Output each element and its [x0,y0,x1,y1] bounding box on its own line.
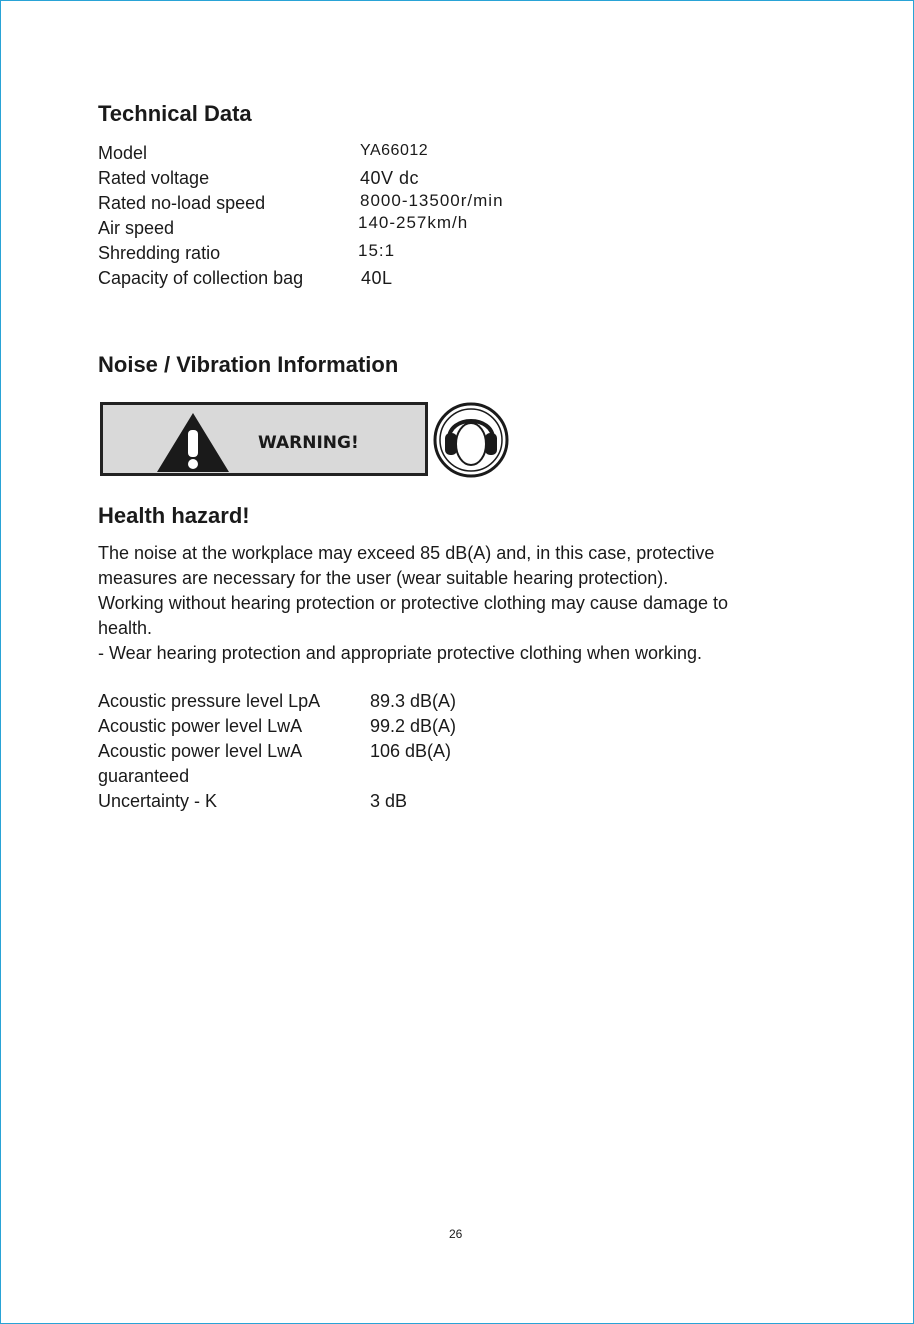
health-line: health. [98,618,153,638]
acoustic-label-lwa-guaranteed: Acoustic power level LwA [98,741,303,761]
health-line: Working without hearing protection or protective clothing may cause damage to [98,593,729,613]
technical-data-heading: Technical Data [98,101,252,126]
health-hazard-heading: Health hazard! [98,503,250,528]
acoustic-label-uncertainty: Uncertainty - K [98,791,218,811]
acoustic-value-lwa: 99.2 dB(A) [370,716,457,736]
spec-value-rated-voltage: 40V dc [360,168,420,188]
page-number: 26 [449,1227,463,1241]
spec-label-air-speed: Air speed [98,218,175,238]
health-line: The noise at the workplace may exceed 85 dB(A) and, in this case, protective [98,543,715,563]
warning-label: WARNING! [258,433,359,453]
hearing-protection-icon [432,401,510,484]
noise-vibration-heading: Noise / Vibration Information [98,352,399,377]
acoustic-value-lwa-guaranteed: 106 dB(A) [370,741,452,761]
spec-value-air-speed: 140-257km/h [358,213,469,232]
warning-banner [100,402,428,476]
acoustic-label-guaranteed: guaranteed [98,766,190,786]
health-line: - Wear hearing protection and appropriate protective clothing when working. [98,643,703,663]
acoustic-label-lpa: Acoustic pressure level LpA [98,691,321,711]
spec-value-model: YA66012 [360,142,429,159]
health-text [98,541,728,666]
spec-label-model: Model [98,143,148,163]
spec-value-collection-bag: 40L [361,268,393,288]
spec-label-rated-voltage: Rated voltage [98,168,210,188]
acoustic-value-lpa: 89.3 dB(A) [370,691,457,711]
acoustic-label-lwa: Acoustic power level LwA [98,716,303,736]
warning-triangle-icon [153,410,233,479]
spec-label-no-load-speed: Rated no-load speed [98,193,266,213]
health-line: measures are necessary for the user (wear suitable hearing protection). [98,568,669,588]
spec-label-shredding-ratio: Shredding ratio [98,243,221,263]
acoustic-value-uncertainty: 3 dB [370,791,408,811]
spec-value-shredding-ratio: 15:1 [358,241,396,260]
spec-value-no-load-speed: 8000-13500r/min [360,191,504,210]
spec-label-collection-bag: Capacity of collection bag [98,268,304,288]
